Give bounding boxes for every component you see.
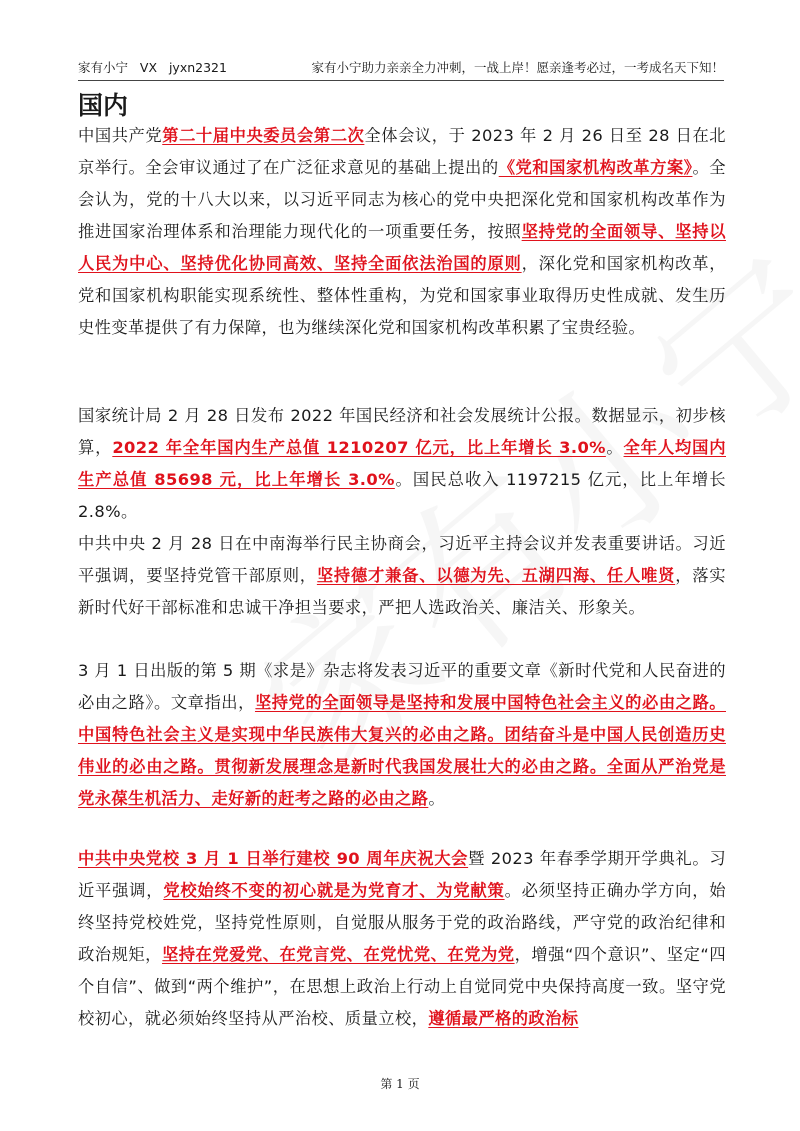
paragraph-text: 中共中央 2 月 28 日在中南海举行民主协商会，习近平主持会议并发表重要讲话。习近平强调，要坚持党管干部原则， (78, 534, 726, 585)
paragraph-text: 。必须坚持正确办学方向，始终坚持党校姓党，坚持党性原则，自觉服从服务于党的政治路线，严守党的政治纪律和政治规矩， (78, 881, 726, 964)
paragraph-text: 全体会议，于 2023 年 2 月 26 日至 28 日在北京举行。全会审议通过了在广泛征求意见的基础上提出的 (78, 126, 726, 177)
highlighted-text: 中共中央党校 3 月 1 日举行建校 90 周年庆祝大会 (78, 849, 469, 868)
paragraph-text: 国家统计局 2 月 28 日发布 2022 年国民经济和社会发展统计公报。数据显示，初步核算， (78, 406, 726, 457)
paragraph-3 (78, 528, 726, 624)
highlighted-text: 坚持德才兼备、以德为先、五湖四海、任人唯贤 (316, 566, 676, 585)
paragraph-2 (78, 400, 726, 528)
highlighted-text: 全年人均国内生产总值 85698 元，比上年增长 3.0% (78, 438, 726, 489)
paragraph-4 (78, 655, 726, 815)
paragraph-text: ，增强“四个意识”、坚定“四个自信”、做到“两个维护”，在思想上政治上行动上自觉同党中央保持高度一致。坚守党校初心，就必须始终坚持从严治校、质量立校， (78, 945, 726, 1028)
highlighted-text: 坚持党的全面领导、坚持以人民为中心、坚持优化协同高效、坚持全面依法治国的原则 (78, 222, 726, 273)
paragraph-text: 。 (605, 438, 624, 457)
highlighted-text: 遵循最严格的政治标 (428, 1009, 579, 1028)
highlighted-text: 第二十届中央委员会第二次 (162, 126, 365, 145)
header-left-text: 家有小宁 VX jyxn2321 (78, 60, 227, 75)
paragraph-text: 。全会认为，党的十八大以来，以习近平同志为核心的党中央把深化党和国家机构改革作为推进国家治理体系和治理能力现代化的一项重要任务，按照 (78, 158, 726, 241)
paragraph-text: ，深化党和国家机构改革，党和国家机构职能实现系统性、整体性重构，为党和国家事业取得历史性成就、发生历史性变革提供了有力保障，也为继续深化党和国家机构改革积累了宝贵经验。 (78, 254, 726, 337)
paragraph-text: ，落实新时代好干部标准和忠诚干净担当要求，严把人选政治关、廉洁关、形象关。 (78, 566, 726, 617)
paragraph-1 (78, 120, 726, 344)
highlighted-text: 坚持党的全面领导是坚持和发展中国特色社会主义的必由之路。中国特色社会主义是实现中华民族伟大复兴的必由之路。团结奋斗是中国人民创造历史伟业的必由之路。贯彻新发展理念是新时代我国发展壮大的必由之路。全面从严治党是党永葆生机活力、走好新的赶考之路的必由之路 (78, 693, 726, 808)
paragraph-text: 。 (428, 789, 445, 808)
highlighted-text: 党校始终不变的初心就是为党育才、为党献策 (163, 881, 505, 900)
page-number: 第 1 页 (380, 1077, 420, 1091)
highlighted-text: 《党和国家机构改革方案》 (498, 158, 693, 177)
header-right-text: 家有小宁助力亲亲全力冲刺，一战上岸！愿亲逢考必过，一考成名天下知！ (311, 60, 724, 75)
page-header (78, 58, 724, 81)
highlighted-text: 2022 年全年国内生产总值 1210207 亿元，比上年增长 3.0% (112, 438, 606, 457)
paragraph-text: 中国共产党 (78, 126, 163, 145)
paragraph-text: 暨 2023 年春季学期开学典礼。习近平强调， (78, 849, 726, 900)
paragraph-text: 3 月 1 日出版的第 5 期《求是》杂志将发表习近平的重要文章《新时代党和人民奋进的必由之路》。文章指出， (78, 661, 726, 712)
highlighted-text: 坚持在党爱党、在党言党、在党忧党、在党为党 (161, 945, 515, 964)
paragraph-5 (78, 843, 726, 1035)
paragraph-text: 。国民总收入 1197215 亿元，比上年增长 2.8%。 (78, 470, 726, 521)
section-title: 国内 (78, 91, 129, 120)
